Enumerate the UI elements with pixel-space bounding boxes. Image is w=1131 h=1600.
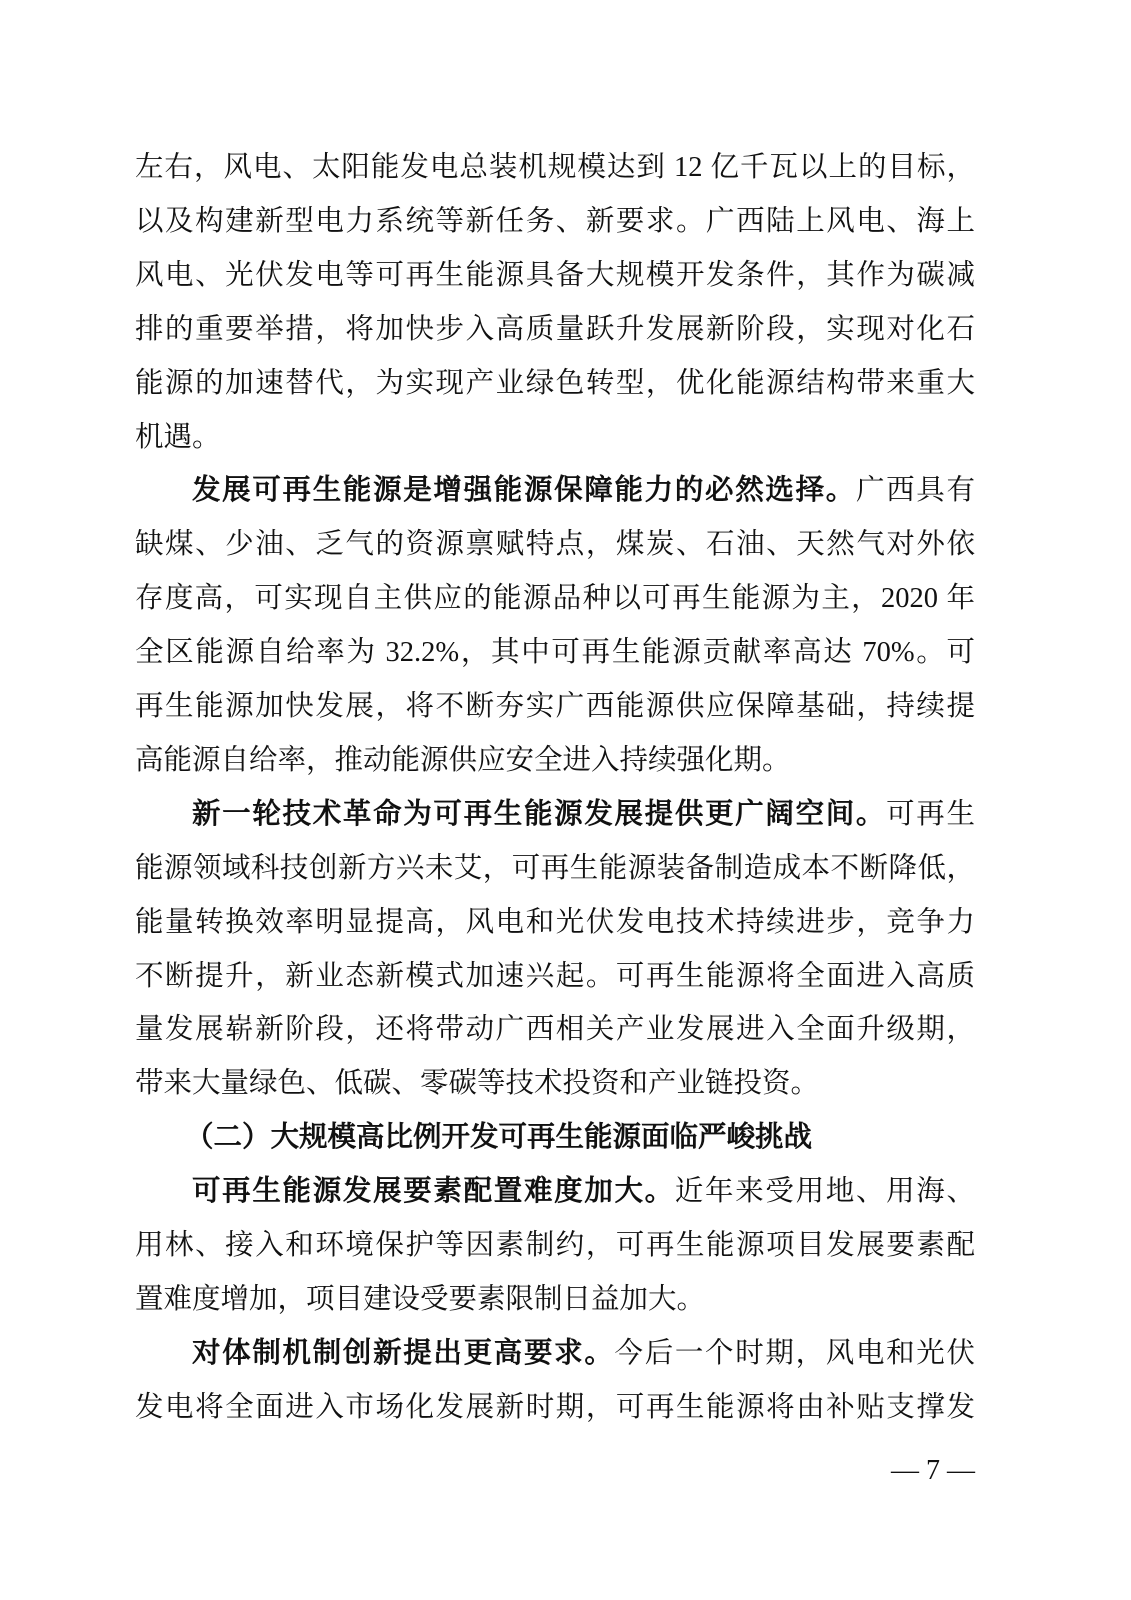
section-heading: （二）大规模高比例开发可再生能源面临严峻挑战 <box>185 1122 813 1154</box>
text-line <box>135 581 975 617</box>
text-line <box>135 366 975 402</box>
line-text: 以及构建新型电力系统等新任务、新要求。广西陆上风电、海上 <box>135 205 975 237</box>
text-line <box>135 312 975 348</box>
paragraph-lead: 可再生能源发展要素配置难度加大。 <box>192 1176 675 1208</box>
line-text: 今后一个时期，风电和光伏 <box>614 1337 975 1369</box>
text-line <box>135 1390 975 1426</box>
text-line <box>135 635 975 671</box>
line-text: 全区能源自给率为 32.2%，其中可再生能源贡献率高达 70%。可 <box>135 637 975 669</box>
paragraph-lead: 新一轮技术革命为可再生能源发展提供更广阔空间。 <box>192 798 887 830</box>
page-number: — 7 — <box>891 1455 975 1486</box>
line-text: 带来大量绿色、低碳、零碳等技术投资和产业链投资。 <box>135 1068 820 1100</box>
text-line <box>135 689 975 725</box>
line-text: 发电将全面进入市场化发展新时期，可再生能源将由补贴支撑发 <box>135 1391 975 1423</box>
line-text: 机遇。 <box>135 421 221 453</box>
line-text: 量发展崭新阶段，还将带动广西相关产业发展进入全面升级期， <box>135 1014 975 1046</box>
line-text: 近年来受用地、用海、 <box>674 1176 975 1208</box>
text-line <box>135 527 975 563</box>
text-line <box>192 1336 975 1372</box>
text-line <box>135 1228 975 1264</box>
text-line <box>135 959 975 995</box>
text-line <box>135 1012 975 1048</box>
line-text: 不断提升，新业态新模式加速兴起。可再生能源将全面进入高质 <box>135 960 975 992</box>
line-text: 排的重要举措，将加快步入高质量跃升发展新阶段，实现对化石 <box>135 313 975 345</box>
text-line <box>135 150 975 186</box>
line-text: 高能源自给率，推动能源供应安全进入持续强化期。 <box>135 744 791 776</box>
line-text: 再生能源加快发展，将不断夯实广西能源供应保障基础，持续提 <box>135 691 975 722</box>
text-line <box>192 1174 975 1210</box>
line-text: 置难度增加，项目建设受要素限制日益加大。 <box>135 1283 706 1315</box>
text-line <box>192 473 975 509</box>
line-text: 风电、光伏发电等可再生能源具备大规模开发条件，其作为碳减 <box>135 259 975 291</box>
line-text: 能源的加速替代，为实现产业绿色转型，优化能源结构带来重大 <box>135 367 975 399</box>
text-line <box>135 258 975 294</box>
text-line <box>135 1066 975 1102</box>
text-line <box>135 851 975 887</box>
text-line <box>135 420 975 456</box>
paragraph-lead: 对体制机制创新提出更高要求。 <box>192 1337 615 1369</box>
line-text: 可再生 <box>886 798 975 830</box>
text-line <box>192 797 975 833</box>
line-text: 用林、接入和环境保护等因素制约，可再生能源项目发展要素配 <box>135 1230 975 1261</box>
text-line <box>135 204 975 240</box>
line-text: 左右，风电、太阳能发电总装机规模达到 12 亿千瓦以上的目标， <box>135 152 975 183</box>
line-text: 广西具有 <box>855 475 975 507</box>
line-text: 存度高，可实现自主供应的能源品种以可再生能源为主，2020 年 <box>135 583 975 615</box>
line-text: 能量转换效率明显提高，风电和光伏发电技术持续进步，竞争力 <box>135 906 975 938</box>
paragraph-lead: 发展可再生能源是增强能源保障能力的必然选择。 <box>192 475 856 507</box>
text-line <box>135 905 975 941</box>
text-line <box>135 1282 975 1318</box>
line-text: 能源领域科技创新方兴未艾，可再生能源装备制造成本不断降低， <box>135 852 975 884</box>
text-line <box>135 743 975 779</box>
line-text: 缺煤、少油、乏气的资源禀赋特点，煤炭、石油、天然气对外依 <box>135 529 975 561</box>
